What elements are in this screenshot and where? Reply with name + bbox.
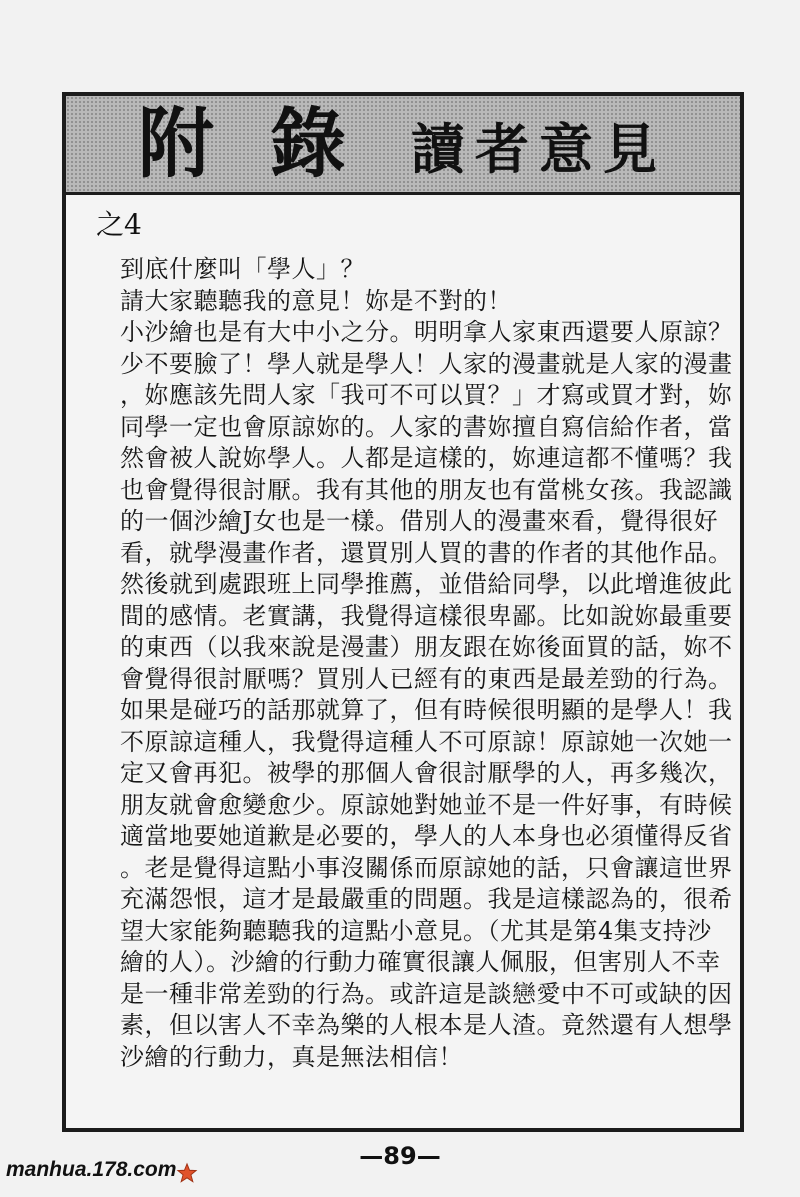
body-line: 間的感情。老實講，我覺得這樣很卑鄙。比如說妳最重要	[120, 601, 733, 630]
body-line: 如果是碰巧的話那就算了，但有時候很明顯的是學人！我	[120, 696, 733, 724]
body-line: 同學一定也會原諒妳的。人家的書妳擅自寫信給作者，當	[120, 412, 733, 441]
body-line: 繪的人）。沙繪的行動力確實很讓人佩服，但害別人不幸	[120, 948, 721, 976]
body-line: 小沙繪也是有大中小之分。明明拿人家東西還要人原諒？	[120, 318, 733, 346]
body-line: 定又會再犯。被學的那個人會很討厭學的人，再多幾次，	[120, 759, 733, 787]
body-line: 請大家聽聽我的意見！妳是不對的！	[120, 286, 512, 315]
letter-body	[120, 254, 733, 1073]
star-icon	[176, 1162, 198, 1184]
body-line: 然會被人說妳學人。人都是這樣的，妳連這都不懂嗎？我	[120, 444, 733, 472]
body-line: 然後就到處跟班上同學推薦，並借給同學，以此增進彼此	[120, 570, 733, 598]
section-label: 之4	[96, 208, 142, 241]
page-number: —89—	[359, 1142, 441, 1170]
body-line: 的東西（以我來說是漫畫）朋友跟在妳後面買的話，妳不	[120, 633, 733, 661]
body-line: 充滿怨恨，這才是最嚴重的問題。我是這樣認為的，很希	[120, 885, 733, 913]
body-line: 沙繪的行動力，真是無法相信！	[120, 1042, 463, 1071]
body-line: 素，但以害人不幸為樂的人根本是人渣。竟然還有人想學	[120, 1011, 733, 1039]
body-line: 的一個沙繪J女也是一樣。借別人的漫畫來看，覺得很好	[120, 507, 719, 535]
appendix-title: 附錄	[138, 99, 402, 188]
body-line: 看，就學漫畫作者，還買別人買的書的作者的其他作品。	[120, 538, 733, 567]
appendix-header	[66, 96, 740, 195]
body-line: ，妳應該先問人家「我可不可以買？」才寫或買才對，妳	[120, 381, 733, 409]
body-line: 適當地要她道歉是必要的，學人的人本身也必須懂得反省	[120, 822, 733, 850]
appendix-frame	[62, 92, 744, 1132]
body-line: 朋友就會愈變愈少。原諒她對她並不是一件好事，有時候	[120, 790, 733, 819]
body-line: 。老是覺得這點小事沒關係而原諒她的話，只會讓這世界	[120, 853, 733, 882]
body-line: 也會覺得很討厭。我有其他的朋友也有當桃女孩。我認識	[120, 475, 733, 504]
body-line: 不原諒這種人，我覺得這種人不可原諒！原諒她一次她一	[120, 727, 733, 756]
body-line: 到底什麼叫「學人」？	[120, 255, 365, 283]
body-line: 少不要臉了！學人就是學人！人家的漫畫就是人家的漫畫	[120, 349, 733, 378]
body-line: 是一種非常差勁的行為。或許這是談戀愛中不可或缺的因	[120, 979, 733, 1008]
site-watermark: manhua.178.com	[6, 1158, 177, 1181]
body-line: 望大家能夠聽聽我的這點小意見。（尤其是第4集支持沙	[120, 916, 712, 945]
reader-opinion-title: 讀者意見	[411, 117, 667, 181]
body-line: 會覺得很討厭嗎？買別人已經有的東西是最差勁的行為。	[120, 664, 733, 693]
